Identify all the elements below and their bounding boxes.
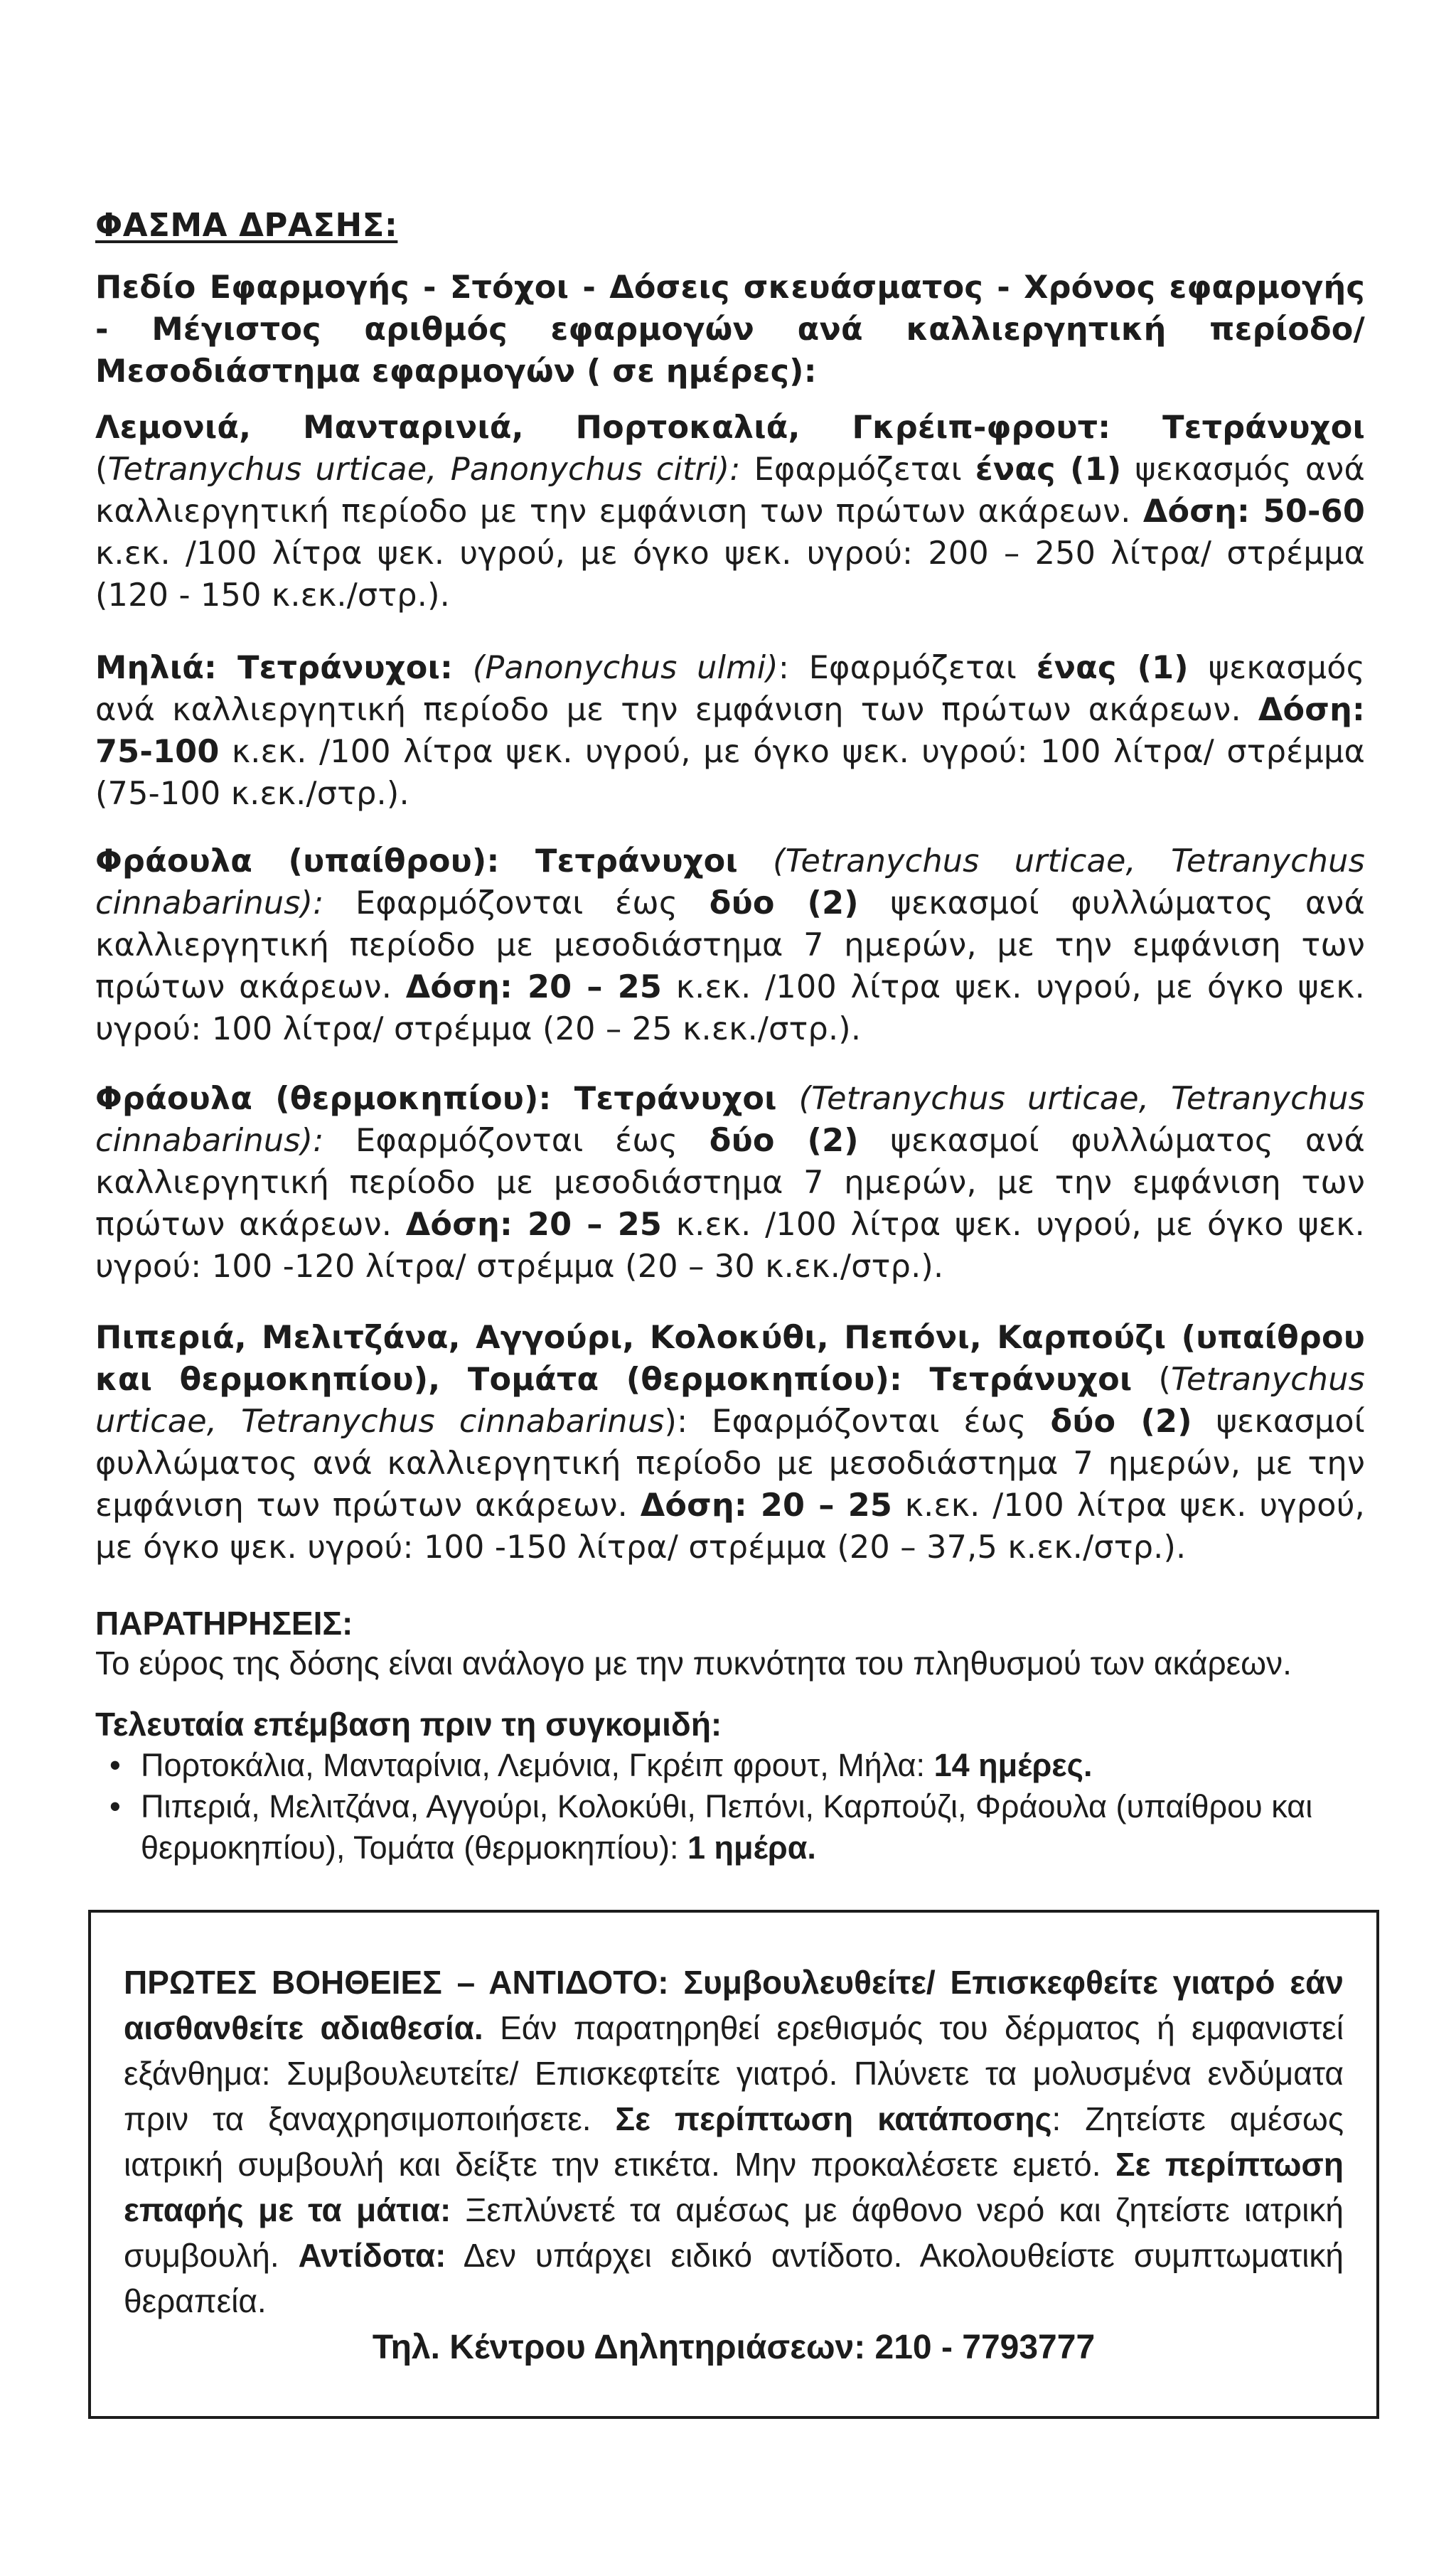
- last-application-list: [109, 1745, 1361, 1869]
- list-item: • Πιπεριά, Μελιτζάνα, Αγγούρι, Κολοκύθι, Πεπόνι, Καρπούζι, Φράουλα (υπαίθρου και θερμοκηπίου), Τομάτα (θερμοκηπίου): 1 ημέρα.: [109, 1786, 1361, 1869]
- first-aid-text: ΠΡΩΤΕΣ ΒΟΗΘΕΙΕΣ – ΑΝΤΙΔΟΤΟ: Συμβουλευθείτε/ Επισκεφθείτε γιατρό εάν αισθανθείτε αδιαθεσία. Εάν παρατηρηθεί ερεθισμός του δέρματος ή εμφανιστεί εξάνθημα: Συμβουλευτείτε/ Επισκεφτείτε γιατρό. Πλύνετε τα μολυσμένα ενδύματα πριν τα ξαναχρησιμοποιήσετε. Σε περίπτωση κατάποσης: Ζητείστε αμέσως ιατρική συμβουλή και δείξτε την ετικέτα. Μην προκαλέσετε εμετό. Σε περίπτωση επαφής με τα μάτια: Ξεπλύνετέ τα αμέσως με άφθονο νερό και ζητείστε ιατρική συμβουλή. Αντίδοτα: Δεν υπάρχει ειδικό αντίδοτο. Ακολουθείστε συμπτωματική θεραπεία.: [124, 1964, 1344, 2319]
- application-count: δύο (2): [709, 885, 859, 921]
- species-names: (Tetranychus urticae, Tetranychus cinnabarinus):: [95, 1081, 1365, 1159]
- interval-days: 1 ημέρα.: [687, 1829, 816, 1866]
- notes-text: Το εύρος της δόσης είναι ανάλογο με την πυκνότητα του πληθυσμού των ακάρεων.: [95, 1645, 1292, 1682]
- application-count: ένας (1): [1036, 650, 1189, 686]
- dose-label: Δόση: 20 – 25: [640, 1487, 893, 1524]
- dose-label: Δόση: 20 – 25: [405, 1207, 663, 1243]
- notes-heading: ΠΑΡΑΤΗΡΗΣΕΙΣ:: [95, 1605, 353, 1642]
- dose-label: Δόση: 75-100: [95, 692, 1365, 770]
- bullet-icon: •: [109, 1747, 121, 1783]
- application-count: δύο (2): [1050, 1404, 1192, 1440]
- interval-days: 14 ημέρες.: [933, 1747, 1093, 1783]
- bullet-icon: •: [109, 1788, 121, 1824]
- species-names: Tetranychus urticae, Panonychus citri):: [107, 451, 741, 488]
- section-vegetables: Πιπεριά, Μελιτζάνα, Αγγούρι, Κολοκύθι, Πεπόνι, Καρπούζι (υπαίθρου και θερμοκηπίου), Τομάτα (θερμοκηπίου): Τετράνυχοι (Tetranychus urticae, Tetranychus cinnabarinus): Εφαρμόζονται έως δύο (2) ψεκασμοί φυλλώματος ανά καλλιεργητική περίοδο με μεσοδιάστημα 7 ημερών, με την εμφάνιση των πρώτων ακάρεων. Δόση: 20 – 25 κ.εκ. /100 λίτρα ψεκ. υγρού, με όγκο ψεκ. υγρού: 100 -150 λίτρα/ στρέμμα (20 – 37,5 κ.εκ./στρ.).: [95, 1320, 1365, 1566]
- first-aid-box: [88, 1910, 1379, 2419]
- species-names: (Panonychus ulmi): [472, 650, 778, 686]
- species-names: Tetranychus urticae, Tetranychus cinnabarinus: [95, 1362, 1365, 1440]
- crop-label: Λεμονιά, Μανταρινιά, Πορτοκαλιά, Γκρέιπ-φρουτ: Τετράνυχοι: [95, 410, 1365, 446]
- page-title: ΦΑΣΜΑ ΔΡΑΣΗΣ:: [95, 206, 398, 244]
- last-application-heading: Τελευταία επέμβαση πριν τη συγκομιδή:: [95, 1706, 722, 1743]
- species-names: (Tetranychus urticae, Tetranychus cinnabarinus):: [95, 843, 1365, 921]
- list-item: • Πορτοκάλια, Μανταρίνια, Λεμόνια, Γκρέιπ φρουτ, Μήλα: 14 ημέρες.: [109, 1745, 1361, 1786]
- application-count: δύο (2): [709, 1123, 859, 1159]
- section-strawberry-greenhouse: Φράουλα (θερμοκηπίου): Τετράνυχοι (Tetranychus urticae, Tetranychus cinnabarinus): Εφαρμόζονται έως δύο (2) ψεκασμοί φυλλώματος ανά καλλιεργητική περίοδο με μεσοδιάστημα 7 ημερών, με την εμφάνιση των πρώτων ακάρεων. Δόση: 20 – 25 κ.εκ. /100 λίτρα ψεκ. υγρού, με όγκο ψεκ. υγρού: 100 -120 λίτρα/ στρέμμα (20 – 30 κ.εκ./στρ.).: [95, 1081, 1365, 1285]
- crop-label: Φράουλα (υπαίθρου): Τετράνυχοι: [95, 843, 738, 880]
- crop-label: Μηλιά: Τετράνυχοι:: [95, 650, 454, 686]
- intro-paragraph: Πεδίο Εφαρμογής - Στόχοι - Δόσεις σκευάσματος - Χρόνος εφαρμογής - Μέγιστος αριθμός εφαρμογών ανά καλλιεργητική περίοδο/ Μεσοδιάστημα εφαρμογών ( σε ημέρες):: [95, 269, 1365, 390]
- crop-label: Φράουλα (θερμοκηπίου): Τετράνυχοι: [95, 1081, 777, 1117]
- section-apple: Μηλιά: Τετράνυχοι: (Panonychus ulmi): Εφαρμόζεται ένας (1) ψεκασμός ανά καλλιεργητική περίοδο με την εμφάνιση των πρώτων ακάρεων. Δόση: 75-100 κ.εκ. /100 λίτρα ψεκ. υγρού, με όγκο ψεκ. υγρού: 100 λίτρα/ στρέμμα (75-100 κ.εκ./στρ.).: [95, 650, 1365, 812]
- application-count: ένας (1): [975, 451, 1122, 488]
- section-citrus: Λεμονιά, Μανταρινιά, Πορτοκαλιά, Γκρέιπ-φρουτ: Τετράνυχοι (Tetranychus urticae, Panonychus citri): Εφαρμόζεται ένας (1) ψεκασμός ανά καλλιεργητική περίοδο με την εμφάνιση των πρώτων ακάρεων. Δόση: 50-60 κ.εκ. /100 λίτρα ψεκ. υγρού, με όγκο ψεκ. υγρού: 200 – 250 λίτρα/ στρέμμα (120 - 150 κ.εκ./στρ.).: [95, 410, 1365, 614]
- poison-center-phone: Τηλ. Κέντρου Δηλητηριάσεων: 210 - 7793777: [372, 2329, 1096, 2366]
- dose-label: Δόση: 50-60: [1142, 493, 1365, 530]
- crop-label: Πιπεριά, Μελιτζάνα, Αγγούρι, Κολοκύθι, Πεπόνι, Καρπούζι (υπαίθρου και θερμοκηπίου), Τομάτα (θερμοκηπίου): Τετράνυχοι: [95, 1320, 1365, 1398]
- section-strawberry-open-field: Φράουλα (υπαίθρου): Τετράνυχοι (Tetranychus urticae, Tetranychus cinnabarinus): Εφαρμόζονται έως δύο (2) ψεκασμοί φυλλώματος ανά καλλιεργητική περίοδο με μεσοδιάστημα 7 ημερών, με την εμφάνιση των πρώτων ακάρεων. Δόση: 20 – 25 κ.εκ. /100 λίτρα ψεκ. υγρού, με όγκο ψεκ. υγρού: 100 λίτρα/ στρέμμα (20 – 25 κ.εκ./στρ.).: [95, 843, 1365, 1047]
- dose-label: Δόση: 20 – 25: [405, 969, 663, 1005]
